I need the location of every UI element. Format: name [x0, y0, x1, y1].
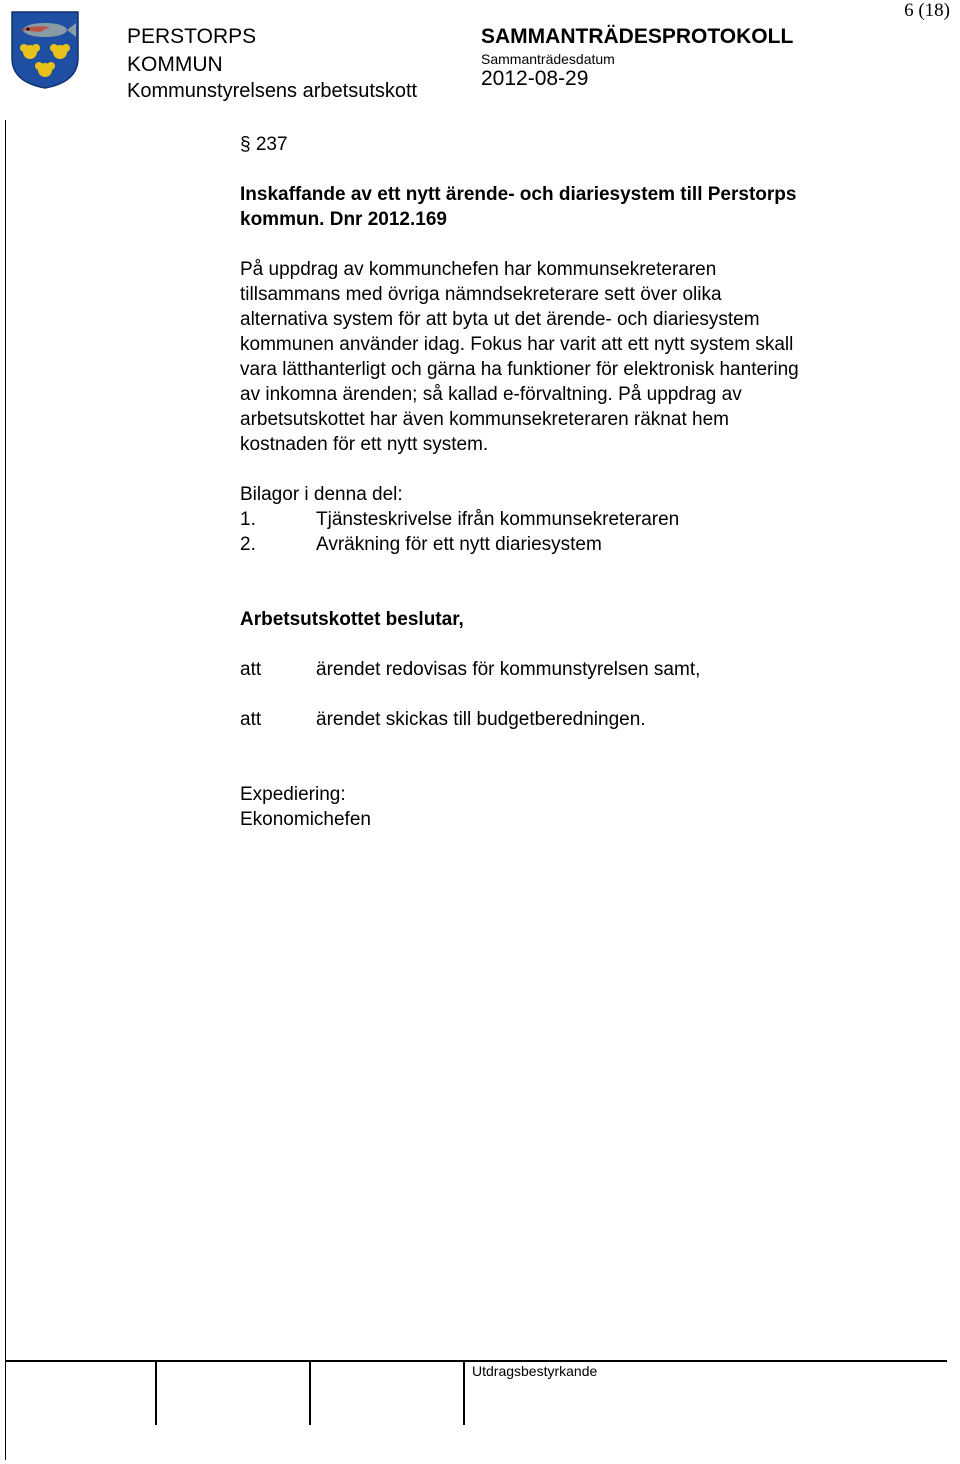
footer-cell-divider: [309, 1362, 311, 1425]
page-number: 6 (18): [904, 0, 950, 21]
section-title-line1: Inskaffande av ett nytt ärende- och diariesystem till Perstorps: [240, 184, 797, 205]
section-title-line2: kommun. Dnr 2012.169: [240, 209, 447, 230]
decision-prefix: att: [240, 709, 262, 730]
attachment-number: 1.: [240, 509, 256, 530]
decision-prefix: att: [240, 659, 262, 680]
certification-label: Utdragsbestyrkande: [472, 1363, 598, 1379]
dispatch-label: Expediering:: [240, 784, 346, 805]
meeting-date: 2012-08-29: [481, 67, 589, 90]
committee-name: Kommunstyrelsens arbetsutskott: [127, 80, 418, 102]
body-line: kostnaden för ett nytt system.: [240, 434, 489, 455]
footer-cell-divider: [155, 1362, 157, 1425]
dispatch-recipient: Ekonomichefen: [240, 809, 371, 830]
footer-cell-divider: [463, 1362, 465, 1425]
body-line: alternativa system för att byta ut det ärende- och diariesystem: [240, 309, 760, 330]
body-line: vara lätthanterligt och gärna ha funktioner för elektronisk hantering: [240, 359, 799, 380]
attachment-item: Tjänsteskrivelse ifrån kommunsekreteraren: [316, 509, 680, 530]
attachment-item: Avräkning för ett nytt diariesystem: [316, 534, 602, 555]
decision-item: ärendet skickas till budgetberedningen.: [316, 709, 646, 730]
org-name-line1: PERSTORPS: [127, 25, 257, 48]
municipal-crest-icon: [10, 10, 80, 90]
decision-heading: Arbetsutskottet beslutar,: [240, 609, 464, 630]
decision-item: ärendet redovisas för kommunstyrelsen samt,: [316, 659, 701, 680]
org-name-line2: KOMMUN: [127, 53, 223, 76]
body-line: kommunen använder idag. Fokus har varit att ett nytt system skall: [240, 334, 794, 355]
body-line: av inkomna ärenden; så kallad e-förvaltning. På uppdrag av: [240, 384, 742, 405]
section-number: § 237: [240, 134, 288, 155]
body-line: arbetsutskottet har även kommunsekreteraren räknat hem: [240, 409, 729, 430]
document-type: SAMMANTRÄDESPROTOKOLL: [481, 25, 794, 48]
attachments-label: Bilagor i denna del:: [240, 484, 403, 505]
attachment-number: 2.: [240, 534, 256, 555]
left-margin-rule: [5, 120, 6, 1460]
body-line: tillsammans med övriga nämndsekreterare sett över olika: [240, 284, 722, 305]
meeting-date-label: Sammanträdesdatum: [481, 51, 615, 67]
body-line: På uppdrag av kommunchefen har kommunsekreteraren: [240, 259, 717, 280]
